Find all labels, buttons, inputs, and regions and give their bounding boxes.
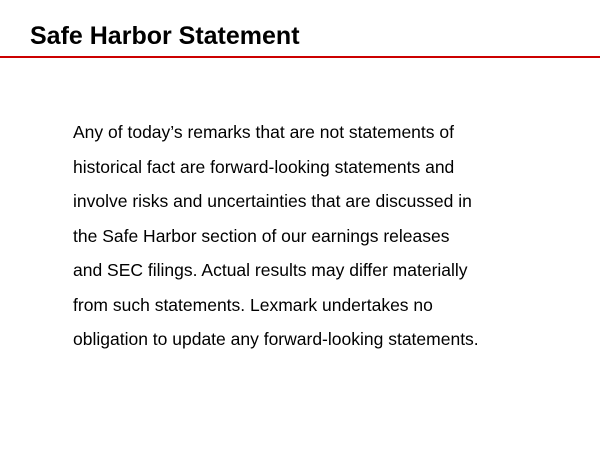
- slide-title: Safe Harbor Statement: [30, 22, 300, 50]
- paragraph-line: and SEC filings. Actual results may differ materially: [73, 260, 468, 280]
- paragraph-line: obligation to update any forward-looking statements.: [73, 329, 479, 349]
- paragraph-line: historical fact are forward-looking statements and: [73, 156, 455, 177]
- safe-harbor-paragraph: [73, 118, 573, 360]
- paragraph-line: involve risks and uncertainties that are discussed in: [73, 191, 472, 211]
- paragraph-line: from such statements. Lexmark undertakes no: [73, 294, 433, 315]
- paragraph-line: Any of today’s remarks that are not statements of: [73, 122, 454, 142]
- title-underline-rule: [0, 56, 600, 58]
- paragraph-line: the Safe Harbor section of our earnings releases: [73, 225, 450, 246]
